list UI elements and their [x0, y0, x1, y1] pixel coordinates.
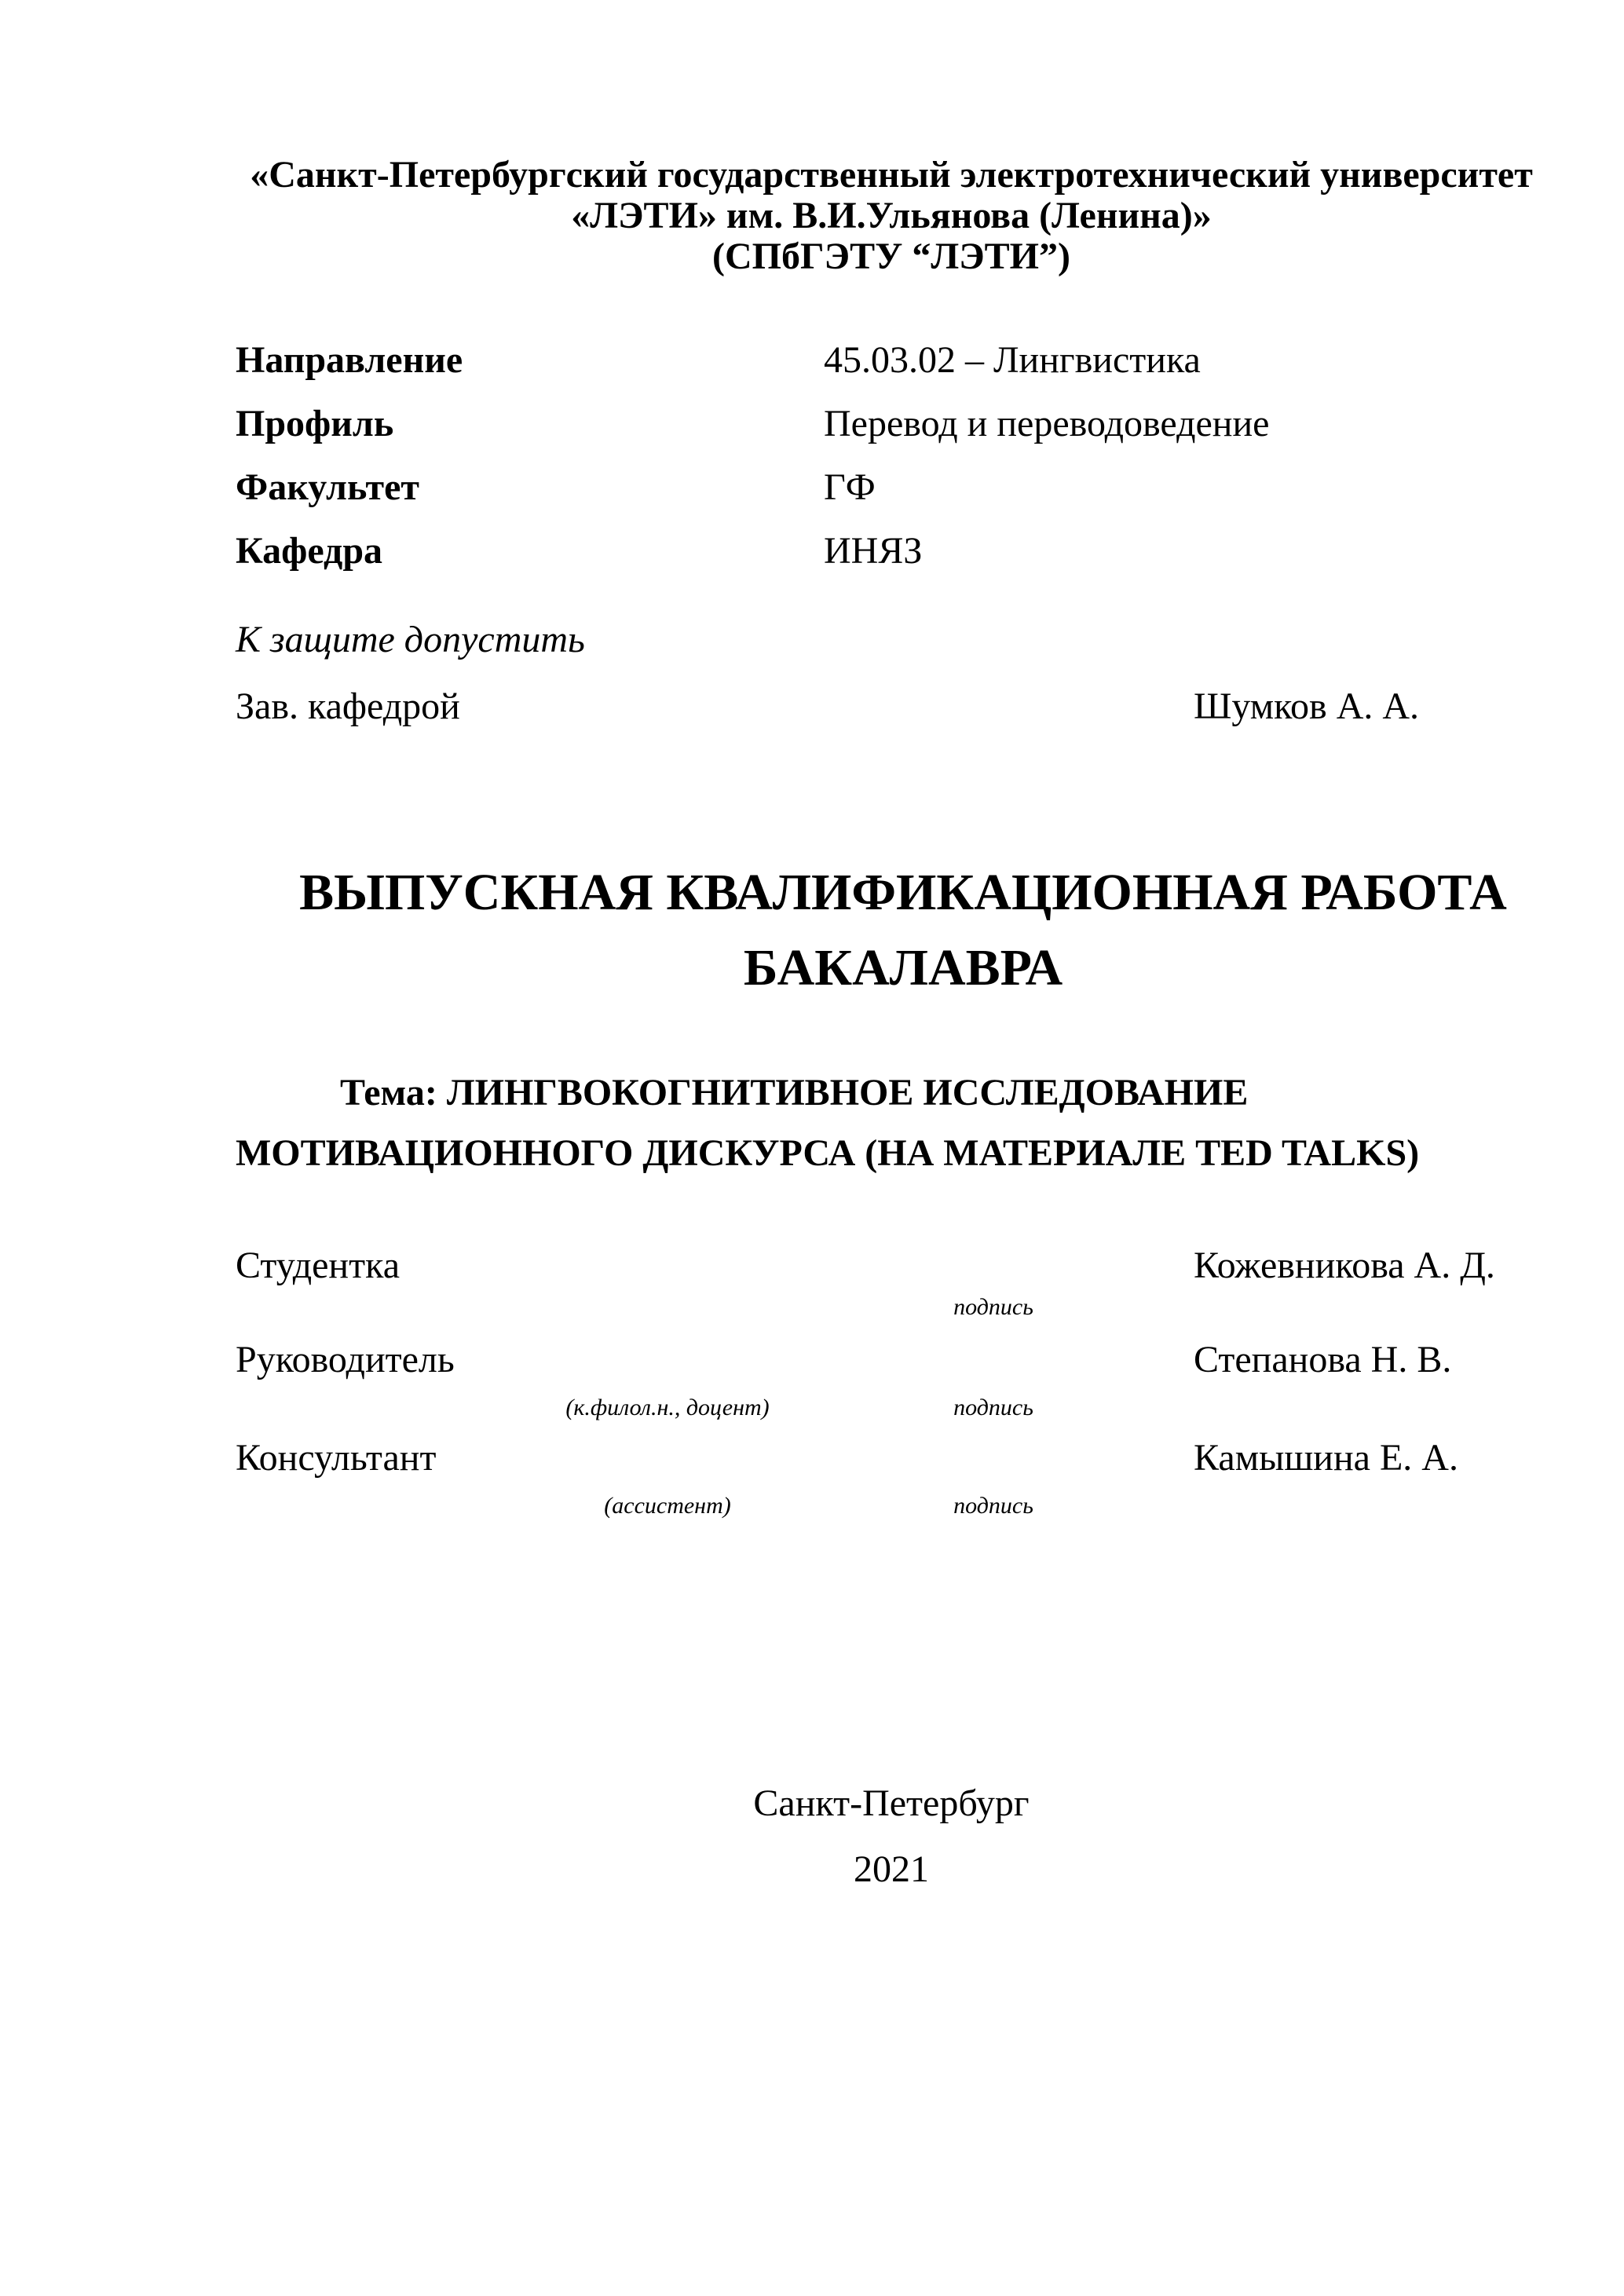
admission-note: К защите допустить: [236, 619, 585, 660]
signature-row-consultant: [0, 1436, 1624, 1483]
footer-year: 2021: [854, 1848, 929, 1890]
footer-city: Санкт-Петербург: [753, 1782, 1030, 1824]
signature-subrow-student: [0, 1293, 1624, 1325]
field-row-faculty: [236, 466, 1571, 510]
signature-qualification-supervisor: (к.филол.н., доцент): [565, 1395, 770, 1420]
department-head-name: Шумков А. А.: [1194, 686, 1420, 727]
university-name-line1: «Санкт-Петербургский государственный электротехнический университет: [250, 154, 1533, 196]
signature-qualification-consultant: (ассистент): [604, 1493, 731, 1519]
university-name-line3: (СПбГЭТУ “ЛЭТИ”): [712, 236, 1070, 277]
field-row-direction: [236, 338, 1571, 382]
work-title-line1: ВЫПУСКНАЯ КВАЛИФИКАЦИОННАЯ РАБОТА: [299, 864, 1507, 921]
department-head-row: [0, 685, 1624, 732]
field-value-department: ИНЯЗ: [824, 530, 923, 572]
signature-subrow-consultant: [0, 1492, 1624, 1523]
signature-caption-consultant: подпись: [953, 1493, 1033, 1519]
work-title-line2: БАКАЛАВРА: [743, 939, 1063, 996]
signature-role-consultant: Консультант: [236, 1437, 437, 1479]
signature-name-consultant: Камышина Е. А.: [1194, 1437, 1458, 1479]
signature-role-supervisor: Руководитель: [236, 1339, 455, 1380]
university-header: [236, 155, 1547, 277]
university-name-line2: «ЛЭТИ» им. В.И.Ульянова (Ленина)»: [571, 195, 1212, 236]
field-label-profile: Профиль: [236, 403, 394, 444]
field-value-direction: 45.03.02 – Лингвистика: [824, 339, 1201, 381]
signature-row-supervisor: [0, 1338, 1624, 1385]
work-title: [247, 855, 1559, 1006]
topic-line2: МОТИВАЦИОННОГО ДИСКУРСА (НА МАТЕРИАЛЕ TED TALKS): [236, 1132, 1420, 1174]
field-row-department: [236, 529, 1571, 573]
department-head-label: Зав. кафедрой: [236, 686, 460, 727]
signature-subrow-supervisor: [0, 1394, 1624, 1425]
field-value-profile: Перевод и переводоведение: [824, 403, 1270, 444]
field-value-faculty: ГФ: [824, 466, 876, 508]
footer-block: [236, 1771, 1547, 1903]
signature-caption-student: подпись: [953, 1294, 1033, 1320]
signature-role-student: Студентка: [236, 1245, 400, 1286]
topic-line1: Тема: ЛИНГВОКОГНИТИВНОЕ ИССЛЕДОВАНИЕ: [340, 1072, 1249, 1113]
signature-row-student: [0, 1244, 1624, 1291]
field-label-department: Кафедра: [236, 530, 383, 572]
signature-name-supervisor: Степанова Н. В.: [1194, 1339, 1452, 1380]
field-label-direction: Направление: [236, 339, 463, 381]
field-label-faculty: Факультет: [236, 466, 419, 508]
field-row-profile: [236, 402, 1571, 446]
signature-name-student: Кожевникова А. Д.: [1194, 1245, 1495, 1286]
signature-caption-supervisor: подпись: [953, 1395, 1033, 1420]
